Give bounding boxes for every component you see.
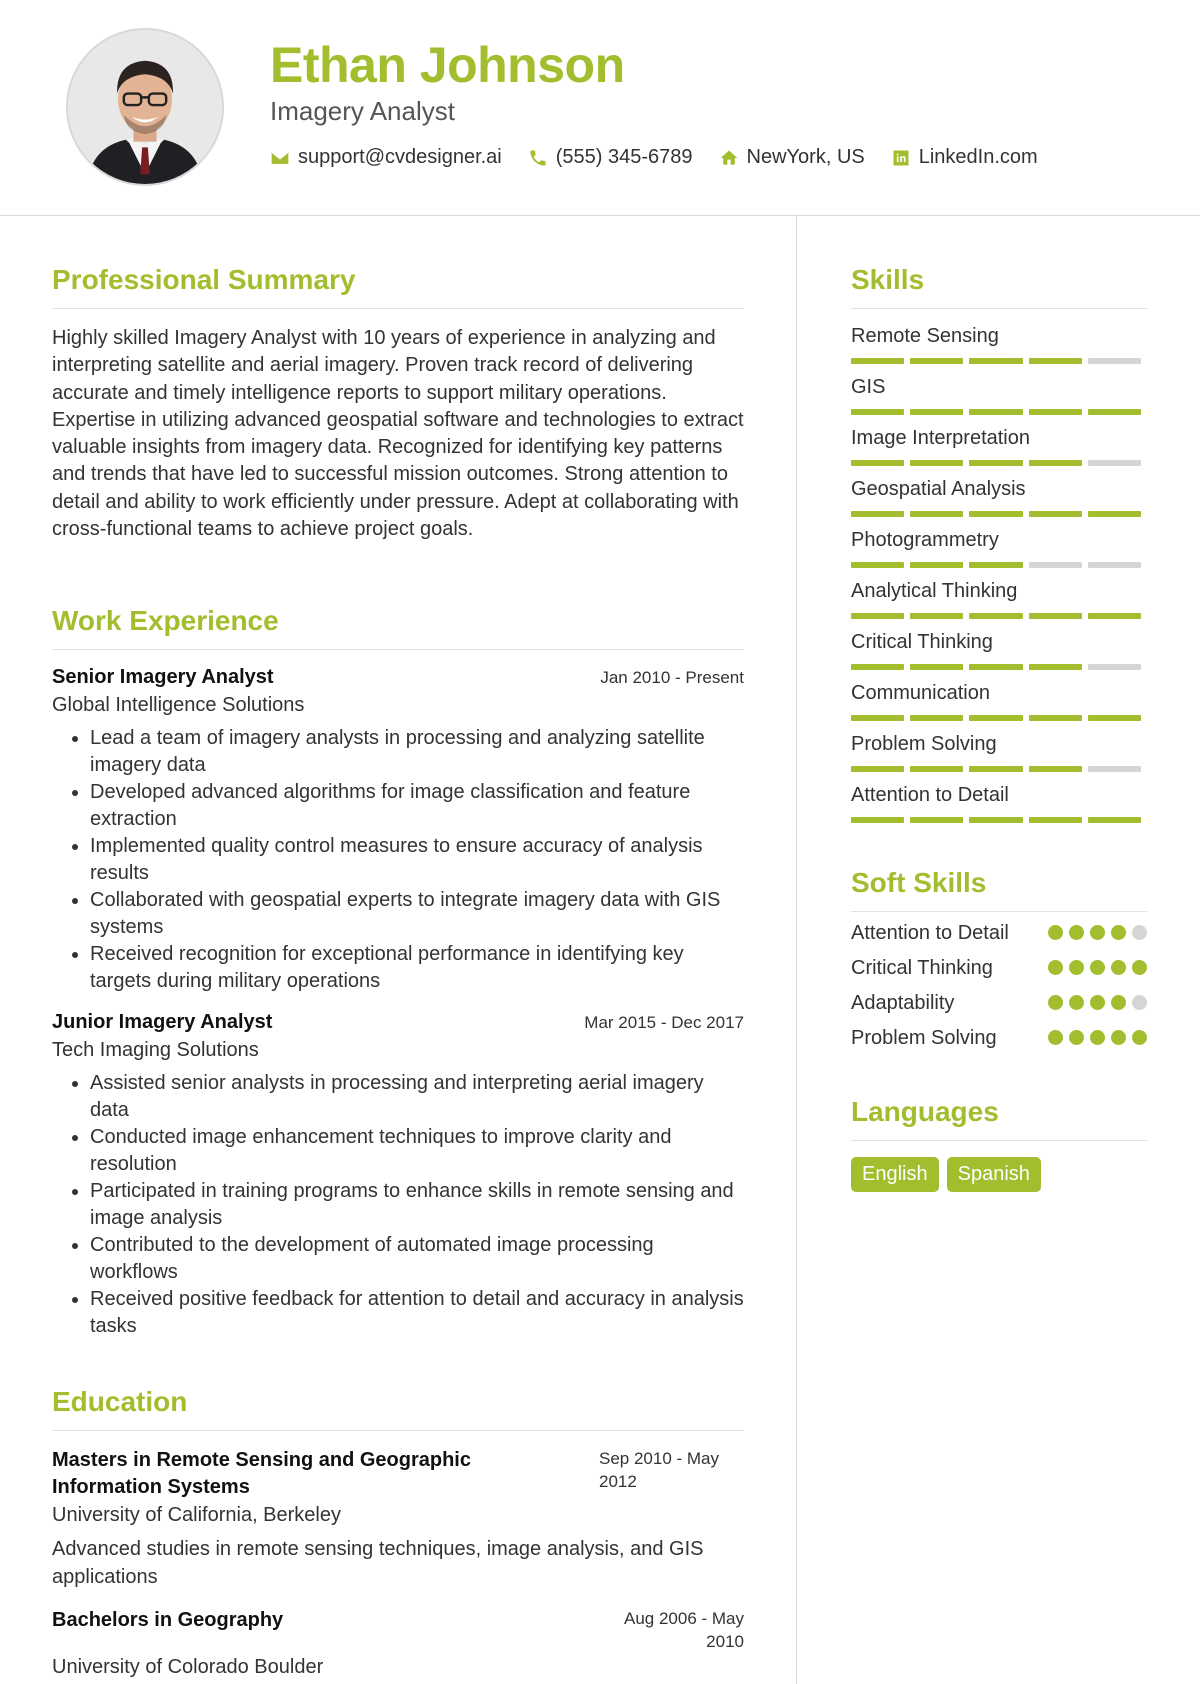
skill-level-segment [1029, 562, 1082, 568]
rating-dot [1111, 925, 1126, 940]
soft-skill-item [851, 1025, 1147, 1052]
skill-item [851, 784, 1147, 823]
job-bullet: • Received recognition for exceptional performance in identifying key targets during military operations [90, 941, 744, 995]
skill-level-bar [851, 460, 1147, 466]
job-dates: Mar 2015 - Dec 2017 [584, 1013, 744, 1033]
skill-level-segment [910, 715, 963, 721]
skill-level-segment [910, 562, 963, 568]
skill-name: Critical Thinking [851, 631, 993, 653]
education-degree: Bachelors in Geography [52, 1609, 284, 1632]
soft-skill-name: Problem Solving [851, 1027, 997, 1049]
skill-level-segment [1029, 817, 1082, 823]
skill-level-segment [1088, 562, 1141, 568]
rating-dot [1048, 960, 1063, 975]
skill-item [851, 580, 1147, 619]
skill-level-segment [910, 613, 963, 619]
skill-item [851, 478, 1147, 517]
candidate-title: Imagery Analyst [270, 96, 455, 126]
skill-level-segment [1029, 613, 1082, 619]
rating-dot [1132, 960, 1147, 975]
rating-dot [1048, 995, 1063, 1010]
rating-dot [1069, 1030, 1084, 1045]
job-bullet: • Participated in training programs to enhance skills in remote sensing and image analysis [90, 1178, 744, 1232]
skill-level-segment [851, 766, 904, 772]
skill-item [851, 529, 1147, 568]
contact-linkedin-text: LinkedIn.com [918, 146, 1038, 168]
skill-level-segment [1088, 460, 1141, 466]
soft-skill-rating [1042, 995, 1147, 1010]
rating-dot [1132, 995, 1147, 1010]
job-bullet: • Conducted image enhancement techniques to improve clarity and resolution [90, 1124, 744, 1178]
rating-dot [1090, 1030, 1105, 1045]
skill-name: Communication [851, 682, 990, 704]
job-bullet: • Contributed to the development of automated image processing workflows [90, 1232, 744, 1286]
soft-skill-item [851, 990, 1147, 1017]
job-bullet: • Received positive feedback for attention to detail and accuracy in analysis tasks [90, 1286, 744, 1340]
skill-level-segment [1029, 409, 1082, 415]
job-entry [52, 666, 744, 995]
job-company: Tech Imaging Solutions [52, 1039, 259, 1062]
profile-photo [68, 30, 222, 184]
skill-level-segment [1088, 358, 1141, 364]
education-entry [52, 1607, 744, 1679]
rating-dot [1069, 960, 1084, 975]
contact-phone-text: (555) 345-6789 [555, 146, 693, 168]
job-bullet: • Lead a team of imagery analysts in processing and analyzing satellite imagery data [90, 725, 744, 779]
skill-level-segment [969, 715, 1022, 721]
rating-dot [1111, 1030, 1126, 1045]
rating-dot [1111, 960, 1126, 975]
rating-dot [1132, 1030, 1147, 1045]
education-description: Advanced studies in remote sensing techniques, image analysis, and GIS applications [52, 1538, 704, 1589]
skill-name: Analytical Thinking [851, 580, 1018, 602]
contact-list [270, 146, 1064, 169]
skill-level-bar [851, 817, 1147, 823]
education-entry [52, 1447, 744, 1591]
soft-skill-name: Adaptability [851, 992, 955, 1014]
contact-location-text: NewYork, US [746, 146, 865, 168]
skill-level-bar [851, 715, 1147, 721]
language-tag: Spanish [947, 1157, 1041, 1192]
education-school: University of Colorado Boulder [52, 1656, 324, 1679]
skill-level-segment [969, 817, 1022, 823]
contact-email[interactable] [270, 146, 502, 169]
soft-skill-item [851, 955, 1147, 982]
skill-name: Image Interpretation [851, 427, 1030, 449]
skill-level-segment [851, 817, 904, 823]
rating-dot [1090, 925, 1105, 940]
skill-item [851, 631, 1147, 670]
skill-item [851, 376, 1147, 415]
skill-item [851, 427, 1147, 466]
skill-level-segment [910, 358, 963, 364]
rating-dot [1111, 995, 1126, 1010]
skill-level-segment [1029, 511, 1082, 517]
skill-level-bar [851, 613, 1147, 619]
skill-level-bar [851, 409, 1147, 415]
skill-level-segment [910, 409, 963, 415]
skill-item [851, 733, 1147, 772]
contact-email-text: support@cvdesigner.ai [298, 146, 502, 168]
job-title: Senior Imagery Analyst [52, 666, 274, 689]
skill-level-segment [910, 817, 963, 823]
skill-level-bar [851, 511, 1147, 517]
job-company: Global Intelligence Solutions [52, 694, 305, 717]
job-bullet: • Collaborated with geospatial experts to integrate imagery data with GIS systems [90, 887, 744, 941]
skill-name: GIS [851, 376, 886, 398]
skill-level-segment [851, 715, 904, 721]
soft-skills-heading: Soft Skills [851, 867, 1147, 912]
skill-level-segment [969, 562, 1022, 568]
linkedin-icon [891, 148, 911, 168]
skill-level-segment [969, 409, 1022, 415]
skill-name: Attention to Detail [851, 784, 1009, 806]
skills-heading: Skills [851, 264, 1147, 309]
skill-name: Remote Sensing [851, 325, 999, 347]
skill-level-segment [1088, 664, 1141, 670]
soft-skill-name: Critical Thinking [851, 957, 993, 979]
rating-dot [1069, 925, 1084, 940]
skill-level-segment [969, 613, 1022, 619]
soft-skill-item [851, 920, 1147, 947]
education-heading: Education [52, 1386, 744, 1431]
job-bullets [52, 725, 744, 995]
skill-level-bar [851, 664, 1147, 670]
skill-level-segment [1029, 664, 1082, 670]
skill-level-segment [910, 766, 963, 772]
job-entry [52, 1011, 744, 1340]
rating-dot [1048, 1030, 1063, 1045]
skill-level-bar [851, 562, 1147, 568]
skill-level-bar [851, 358, 1147, 364]
sidebar-column [851, 264, 1147, 1192]
summary-section [52, 264, 744, 543]
skill-level-segment [969, 664, 1022, 670]
soft-skill-rating [1042, 1030, 1147, 1045]
experience-section [52, 605, 744, 1340]
skills-section [851, 264, 1147, 823]
job-bullet: • Developed advanced algorithms for image classification and feature extraction [90, 779, 744, 833]
skill-name: Photogrammetry [851, 529, 999, 551]
skill-level-segment [910, 460, 963, 466]
education-school: University of California, Berkeley [52, 1504, 341, 1527]
language-tag: English [851, 1157, 939, 1192]
experience-heading: Work Experience [52, 605, 744, 650]
skill-name: Problem Solving [851, 733, 997, 755]
home-icon [719, 148, 739, 168]
rating-dot [1132, 925, 1147, 940]
skill-item [851, 682, 1147, 721]
resume-header [0, 0, 1200, 216]
skill-level-segment [851, 358, 904, 364]
rating-dot [1090, 995, 1105, 1010]
skill-level-segment [1029, 766, 1082, 772]
skill-level-segment [851, 664, 904, 670]
job-bullet: • Implemented quality control measures to ensure accuracy of analysis results [90, 833, 744, 887]
job-title: Junior Imagery Analyst [52, 1011, 273, 1034]
contact-linkedin[interactable] [891, 146, 1038, 169]
education-degree: Masters in Remote Sensing and Geographic Information Systems [52, 1449, 471, 1499]
job-bullets [52, 1070, 744, 1340]
skill-level-segment [1088, 409, 1141, 415]
skill-level-segment [1029, 715, 1082, 721]
soft-skills-list [851, 920, 1147, 1052]
skill-level-segment [1088, 766, 1141, 772]
skill-level-segment [910, 664, 963, 670]
rating-dot [1090, 960, 1105, 975]
contact-phone[interactable] [528, 146, 693, 169]
column-divider [796, 216, 797, 1684]
skill-item [851, 325, 1147, 364]
skill-name: Geospatial Analysis [851, 478, 1026, 500]
skill-level-segment [969, 460, 1022, 466]
envelope-icon [270, 148, 290, 168]
languages-section [851, 1096, 1147, 1192]
skill-level-segment [1029, 358, 1082, 364]
soft-skill-rating [1042, 960, 1147, 975]
contact-location [719, 146, 865, 169]
skill-level-segment [969, 511, 1022, 517]
skill-level-segment [851, 409, 904, 415]
rating-dot [1069, 995, 1084, 1010]
skill-level-segment [1029, 460, 1082, 466]
skill-level-segment [851, 460, 904, 466]
skills-list [851, 325, 1147, 823]
summary-text: Highly skilled Imagery Analyst with 10 years of experience in analyzing and interpreting satellite and aerial imagery. Proven track record of delivering accurate and timely intelligence reports to support military operations. Expertise in utilizing advanced geospatial software and technologies to extract valuable insights from imagery data. Recognized for identifying key patterns and trends that have led to successful mission outcomes. Strong attention to detail and ability to work efficiently under pressure. Adept at collaborating with cross-functional teams to achieve project goals. [52, 327, 744, 541]
skill-level-bar [851, 766, 1147, 772]
phone-icon [528, 148, 548, 168]
main-column [52, 264, 744, 1679]
soft-skill-rating [1042, 925, 1147, 940]
education-dates: Aug 2006 - May 2010 [623, 1609, 744, 1652]
skill-level-segment [969, 358, 1022, 364]
soft-skill-name: Attention to Detail [851, 922, 1009, 944]
rating-dot [1048, 925, 1063, 940]
skill-level-segment [1088, 715, 1141, 721]
skill-level-segment [969, 766, 1022, 772]
skill-level-segment [910, 511, 963, 517]
summary-heading: Professional Summary [52, 264, 744, 309]
education-dates: Sep 2010 - May 2012 [599, 1449, 720, 1492]
skill-level-segment [851, 511, 904, 517]
soft-skills-section [851, 867, 1147, 1052]
languages-list [851, 1157, 1147, 1192]
education-section [52, 1386, 744, 1679]
job-dates: Jan 2010 - Present [600, 668, 744, 688]
skill-level-segment [1088, 613, 1141, 619]
skill-level-segment [851, 613, 904, 619]
languages-heading: Languages [851, 1096, 1147, 1141]
skill-level-segment [1088, 511, 1141, 517]
avatar [66, 28, 224, 186]
candidate-name: Ethan Johnson [270, 37, 625, 93]
skill-level-segment [851, 562, 904, 568]
skill-level-segment [1088, 817, 1141, 823]
job-bullet: • Assisted senior analysts in processing and interpreting aerial imagery data [90, 1070, 744, 1124]
